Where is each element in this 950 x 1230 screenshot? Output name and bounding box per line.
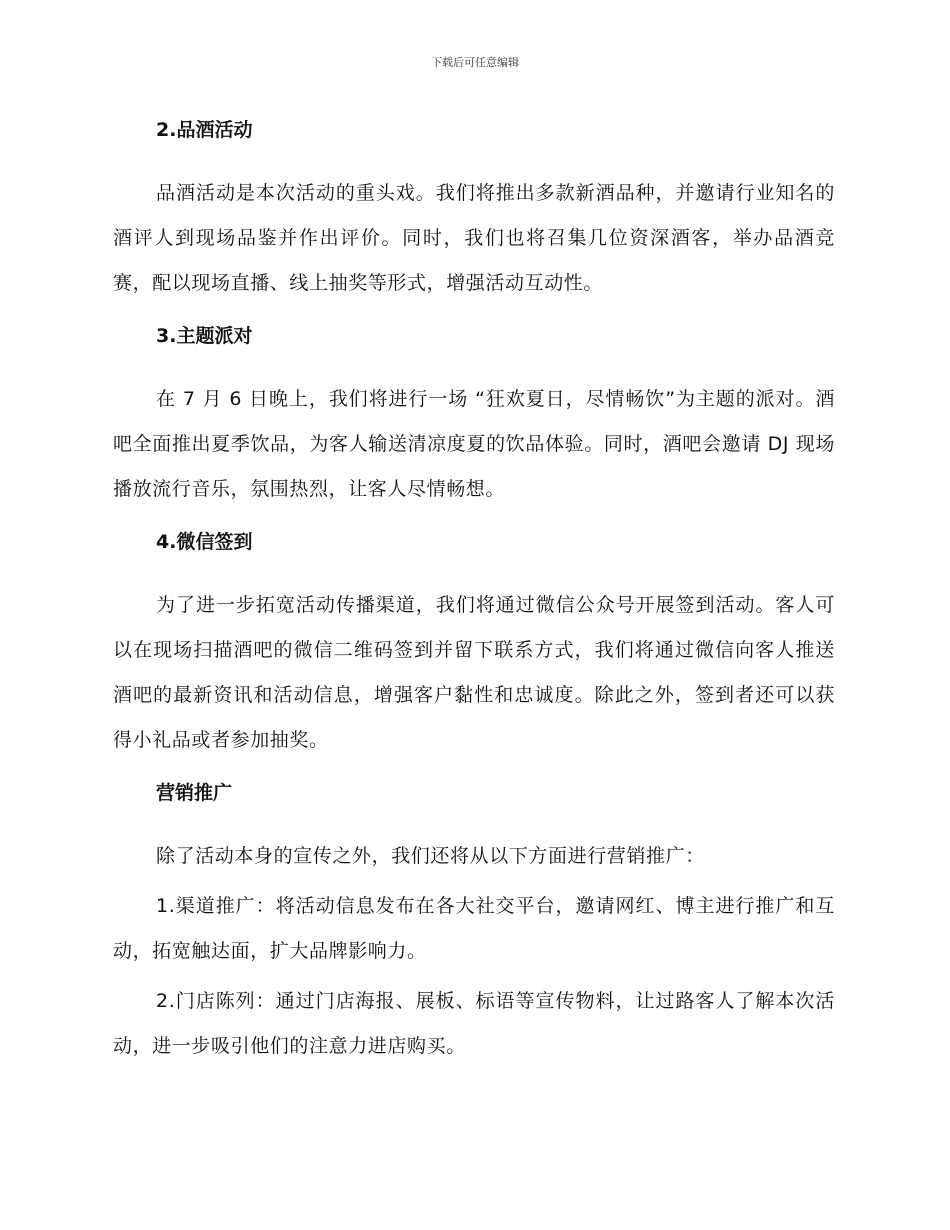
paragraph-marketing-store: 2.门店陈列：通过门店海报、展板、标语等宣传物料，让过路客人了解本次活动，进一步吸引他们的注意力进店购买。: [113, 990, 835, 1057]
section-heading-marketing: 营销推广: [156, 782, 233, 804]
paragraph-wine-tasting: 品酒活动是本次活动的重头戏。我们将推出多款新酒品种，并邀请行业知名的酒评人到现场品鉴并作出评价。同时，我们也将召集几位资深酒客，举办品酒竞赛，配以现场直播、线上抽奖等形式，增强活动互动性。: [113, 182, 835, 294]
section-heading-wine-tasting: 2.品酒活动: [156, 119, 253, 141]
page-header-note: 下载后可任意编辑: [431, 56, 519, 69]
document-body: [113, 114, 835, 1069]
section-heading-theme-party: 3.主题派对: [156, 325, 253, 347]
paragraph-wechat-checkin: 为了进一步拓宽活动传播渠道，我们将通过微信公众号开展签到活动。客人可以在现场扫描酒吧的微信二维码签到并留下联系方式，我们将通过微信向客人推送酒吧的最新资讯和活动信息，增强客户黏性和忠诚度。除此之外，签到者还可以获得小礼品或者参加抽奖。: [113, 594, 835, 751]
paragraph-marketing-channel: 1.渠道推广：将活动信息发布在各大社交平台，邀请网红、博主进行推广和互动，拓宽触达面，扩大品牌影响力。: [113, 895, 835, 962]
section-heading-wechat-checkin: 4.微信签到: [156, 531, 253, 553]
paragraph-theme-party: 在 7 月 6 日晚上，我们将进行一场 “狂欢夏日，尽情畅饮”为主题的派对。酒吧全面推出夏季饮品，为客人输送清凉度夏的饮品体验。同时，酒吧会邀请 DJ 现场播放流行音乐，氛围热烈，让客人尽情畅想。: [113, 388, 835, 500]
paragraph-marketing-intro: 除了活动本身的宣传之外，我们还将从以下方面进行营销推广：: [156, 845, 705, 867]
